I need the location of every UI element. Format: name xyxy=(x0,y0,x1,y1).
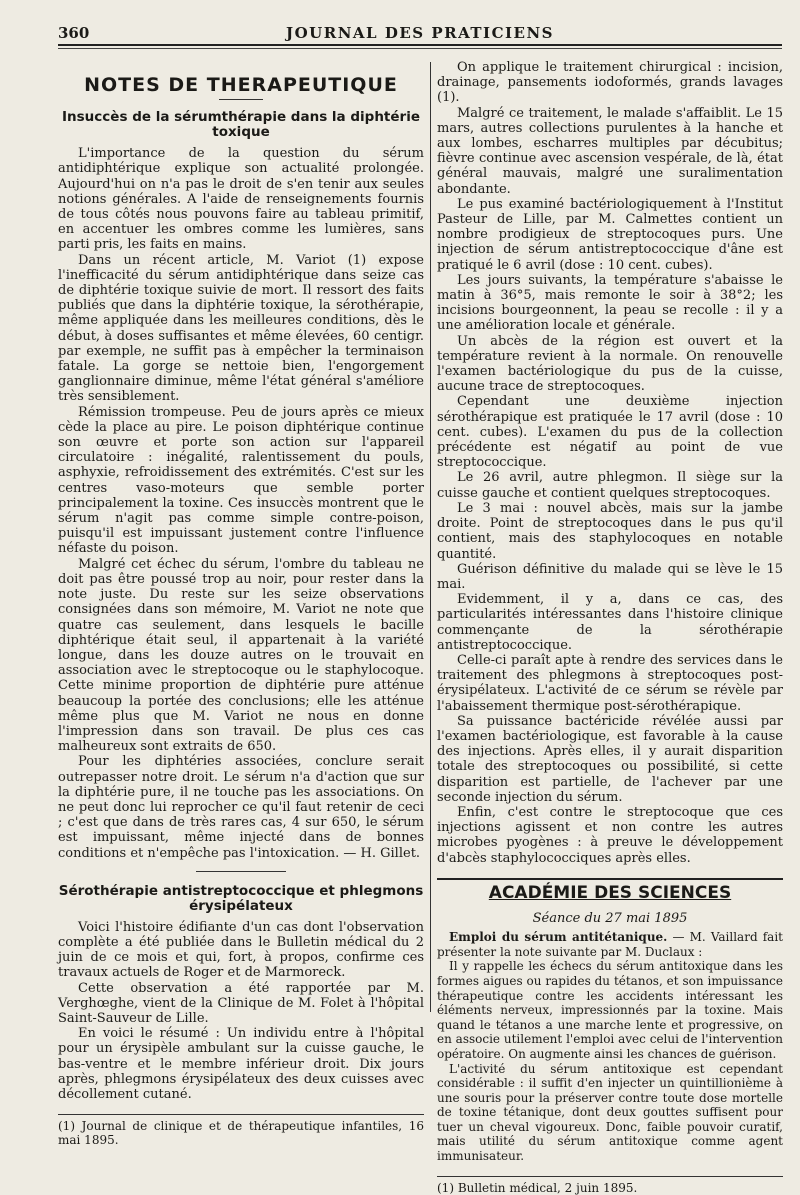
article1-paragraph: Dans un récent article, M. Variot (1) expose l'inefficacité du sérum antidiphtérique dans seize cas de diphtérie toxique suivie de mort. Il ressort des faits publiés que dans la diphtérie toxique, la sérothérapie, même appliquée dans les meilleures conditions, dès le début, à doses suffisantes et même élevées, 60 centigr. par exemple, ne suffit pas à empêcher la terminaison fatale. La gorge se nettoie bien, l'engorgement ganglionnaire diminue, même l'état général s'améliore très sensiblement. xyxy=(58,252,424,405)
body-paragraph: Guérison définitive du malade qui se lève le 15 mai. xyxy=(437,561,783,592)
column-divider xyxy=(430,62,431,1012)
body-paragraph: On applique le traitement chirurgical : incision, drainage, pansements iodoformés, grands lavages (1). xyxy=(437,60,783,106)
header-rule-thin xyxy=(58,48,782,49)
academy-title: ACADÉMIE DES SCIENCES xyxy=(488,882,732,903)
article2-title: Sérothérapie antistreptococcique et phlegmons érysipélateux xyxy=(58,882,424,914)
article1-paragraph: Pour les diphtéries associées, conclure serait outrepasser notre droit. Le sérum n'a d'action que sur la diphtérie pure, il ne touche pas les associations. On ne peut donc lui reprocher ce qu'il faut retenir de ceci ; c'est que dans de très rares cas, 4 sur 650, le sérum est impuissant, même injecté dans de bonnes conditions et n'empêche pas l'intoxication. — H. Gillet. xyxy=(58,754,424,861)
academy-lead-text: — M. Vaillard fait présenter la note suivante par M. Duclaux : xyxy=(437,930,783,959)
article2-paragraph: Voici l'histoire édifiante d'un cas dont l'observation complète a été publiée dans le Bulletin médical du 2 juin de ce mois et qui, fort, à propos, confirme ces travaux actuels de Roger et de Marmoreck. xyxy=(58,919,424,981)
body-paragraph: Les jours suivants, la température s'abaisse le matin à 36°5, mais remonte le soir à 38°2; les incisions bourgeonnent, la peau se recolle : il y a une amélioration locale et générale. xyxy=(437,272,783,334)
academy-lead xyxy=(437,930,783,959)
body-paragraph: Enfin, c'est contre le streptocoque que ces injections agissent et non contre les autres microbes pyogènes : à preuve le développement d'abcès staphylococciques après elles. xyxy=(437,804,783,866)
page-number: 360 xyxy=(58,24,90,42)
article-separator xyxy=(196,871,286,872)
body-paragraph: Le pus examiné bactériologiquement à l'Institut Pasteur de Lille, par M. Calmettes contient un nombre prodigieux de streptocoques purs. Une injection de sérum antistreptococcique d'âne est pratiqué le 6 avril (dose : 10 cent. cubes). xyxy=(437,196,783,273)
body-paragraph: Evidemment, il y a, dans ce cas, des particularités intéressantes dans l'histoire clinique commençante de la sérothérapie antistreptococcique. xyxy=(437,592,783,653)
body-paragraph: Cependant une deuxième injection sérothérapique est pratiquée le 17 avril (dose : 10 cent. cubes). L'examen du pus de la collection précédente est négatif au point de vue streptococcique. xyxy=(437,394,783,471)
footnote: (1) Journal de clinique et de thérapeutique infantiles, 16 mai 1895. xyxy=(58,1119,424,1148)
journal-title: JOURNAL DES PRATICIENS xyxy=(286,24,554,42)
footnote-rule xyxy=(58,1114,424,1115)
left-column xyxy=(58,60,424,1147)
body-paragraph: Un abcès de la région est ouvert et la température revient à la normale. On renouvelle l'examen bactériologique du pus de la cuisse, aucune trace de streptocoques. xyxy=(437,333,783,395)
article2-paragraph: Cette observation a été rapportée par M. Verghœghe, vient de la Clinique de M. Folet à l'hôpital Saint-Sauveur de Lille. xyxy=(58,980,424,1026)
article1-title: Insuccès de la sérumthérapie dans la diphtérie toxique xyxy=(62,109,420,141)
academy-lead-title: Emploi du sérum antitétanique. xyxy=(449,930,668,945)
header-rule xyxy=(58,44,782,46)
academy-body xyxy=(437,930,783,1164)
footnote-rule xyxy=(437,1176,783,1177)
page-header xyxy=(58,24,782,44)
article1-paragraph: Malgré cet échec du sérum, l'ombre du tableau ne doit pas être poussé trop au noir, pour rester dans la note juste. Du reste sur les seize observations consignées dans son mémoire, M. Variot ne note que quatre cas seulement, dans lesquels le bacille diphtérique était seul, il appartenait à la variété longue, dans les douze autres on le trouvait en association avec le streptocoque ou le staphylocoque. Cette minime proportion de diphtérie pure atténue beaucoup la portée des conclusions; elle les atténue même plus que M. Variot ne nous en donne l'impression dans son travail. De plus ces cas malheureux sont extraits de 650. xyxy=(58,556,424,755)
section-title: NOTES DE THERAPEUTIQUE xyxy=(84,74,398,96)
body-paragraph: Le 26 avril, autre phlegmon. Il siège sur la cuisse gauche et contient quelques streptocoques. xyxy=(437,470,783,501)
footnote: (1) Bulletin médical, 2 juin 1895. xyxy=(437,1180,638,1195)
academy-paragraph: L'activité du sérum antitoxique est cependant considérable : il suffit d'en injecter un quintillionième à une souris pour la préserver contre toute dose mortelle de toxine tétanique, dont deux gouttes suffisent pour tuer un cheval vigoureux. Donc, faible pouvoir curatif, mais utilité du sérum antitoxique comme agent immunisateur. xyxy=(437,1061,783,1164)
session-date: Séance du 27 mai 1895 xyxy=(532,910,688,926)
academy-rule xyxy=(437,878,783,880)
article1-paragraph: L'importance de la question du sérum antidiphtérique explique son actualité prolongée. Aujourd'hui on n'a pas le droit de s'en tenir aux seules notions générales. A l'aide de renseignements fournis de tous côtés nous pouvons faire au tableau primitif, en accentuer les ombres comme les lumières, sans parti pris, les faits en mains. xyxy=(58,146,424,253)
academy-paragraph: Il y rappelle les échecs du sérum antitoxique dans les formes aigues ou rapides du tétanos, et son impuissance thérapeutique contre les accidents intéressant les éléments nerveux, impressionnés par la toxine. Mais quand le tétanos a une marche lente et progressive, on en associe utilement l'emploi avec celui de l'intervention opératoire. On augmente ainsi les chances de guérison. xyxy=(437,959,783,1061)
body-paragraph: Celle-ci paraît apte à rendre des services dans le traitement des phlegmons à streptocoques post-érysipélateux. L'activité de ce sérum se révèle par l'abaissement thermique post-sérothérapique. xyxy=(437,652,783,714)
body-paragraph: Le 3 mai : nouvel abcès, mais sur la jambe droite. Point de streptocoques dans le pus qu'il contient, mais des staphylocoques en notable quantité. xyxy=(437,500,783,562)
article2-paragraph: En voici le résumé : Un individu entre à l'hôpital pour un érysipèle ambulant sur la cuisse gauche, le bas-ventre et le membre inférieur droit. Dix jours après, phlegmons érysipélateux des deux cuisses avec décollement cutané. xyxy=(58,1026,424,1102)
article1-paragraph: Rémission trompeuse. Peu de jours après ce mieux cède la place au pire. Le poison diphtérique continue son œuvre et porte son action sur l'appareil circulatoire : inégalité, ralentissement du pouls, asphyxie, refroidissement des extrémités. C'est sur les centres vaso-moteurs que semble porter principalement la toxine. Ces insuccès montrent que le sérum n'agit pas comme simple contre-poison, puisqu'il est impuissant justement contre l'influence néfaste du poison. xyxy=(58,404,424,557)
right-column xyxy=(437,60,783,1195)
body-paragraph: Sa puissance bactéricide révélée aussi par l'examen bactériologique, est favorable à la cause des injections. Après elles, il y aurait disparition totale des streptocoques ou possibilité, si cette disparition est partielle, de l'achever par une seconde injection du sérum. xyxy=(437,713,783,805)
body-paragraph: Malgré ce traitement, le malade s'affaiblit. Le 15 mars, autres collections purulentes à la hanche et aux lombes, escharres multiples par décubitus; fièvre continue avec ascension vespérale, de là, état général mauvais, malgré une suralimentation abondante. xyxy=(437,105,783,197)
section-rule xyxy=(219,99,263,100)
